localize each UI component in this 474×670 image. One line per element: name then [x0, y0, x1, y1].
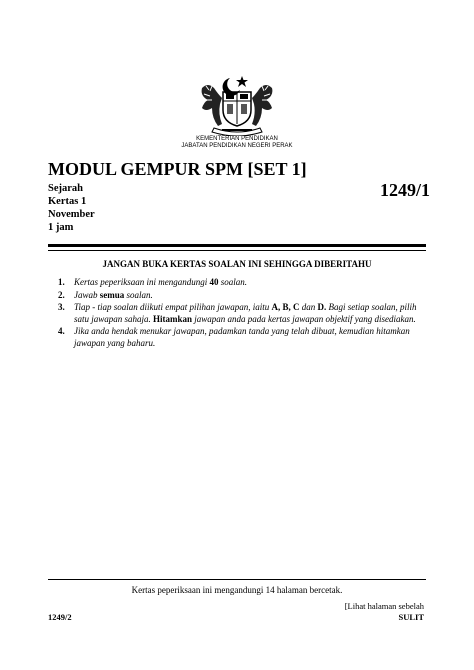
instructions-list [58, 277, 418, 350]
paper-label: Kertas 1 [48, 196, 87, 207]
department-name: JABATAN PENDIDIKAN NEGERI PERAK [181, 143, 293, 149]
footer-divider [48, 579, 426, 580]
footer-paper-code: 1249/2 [48, 612, 72, 622]
coat-of-arms-logo [190, 72, 284, 136]
next-page-note: [Lihat halaman sebelah [344, 601, 424, 611]
classification-label: SULIT [398, 612, 424, 622]
divider-thick [48, 244, 426, 247]
paper-code: 1249/1 [380, 180, 431, 200]
instruction-item: 1. Kertas peperiksaan ini mengandungi 40 soalan. [58, 277, 248, 287]
paper-details [48, 182, 95, 234]
subject-label: Sejarah [48, 183, 83, 194]
duration-label: 1 jam [48, 222, 74, 233]
page-count-note: Kertas peperiksaan ini mengandungi 14 halaman bercetak. [131, 585, 343, 595]
document-title: MODUL GEMPUR SPM [SET 1] [48, 159, 307, 179]
instruction-item: 2. Jawab semua soalan. [58, 289, 153, 300]
warning-notice: JANGAN BUKA KERTAS SOALAN INI SEHINGGA DIBERITAHU [102, 259, 372, 269]
agency-name: KEMENTERIAN PENDIDIKAN [196, 136, 278, 142]
month-label: November [48, 209, 95, 220]
divider-thin [48, 250, 426, 251]
instruction-item: 4. Jika anda hendak menukar jawapan, padamkan tanda yang telah dibuat, kemudian hitamkan jawapan yang baharu. [58, 326, 410, 348]
instruction-item: 3. Tiap - tiap soalan diikuti empat pilihan jawapan, iaitu A, B, C dan D. Bagi setiap soalan, pilih satu jawapan sahaja. Hitamkan jawapan anda pada kertas jawapan objektif yang disediakan. [58, 302, 417, 324]
